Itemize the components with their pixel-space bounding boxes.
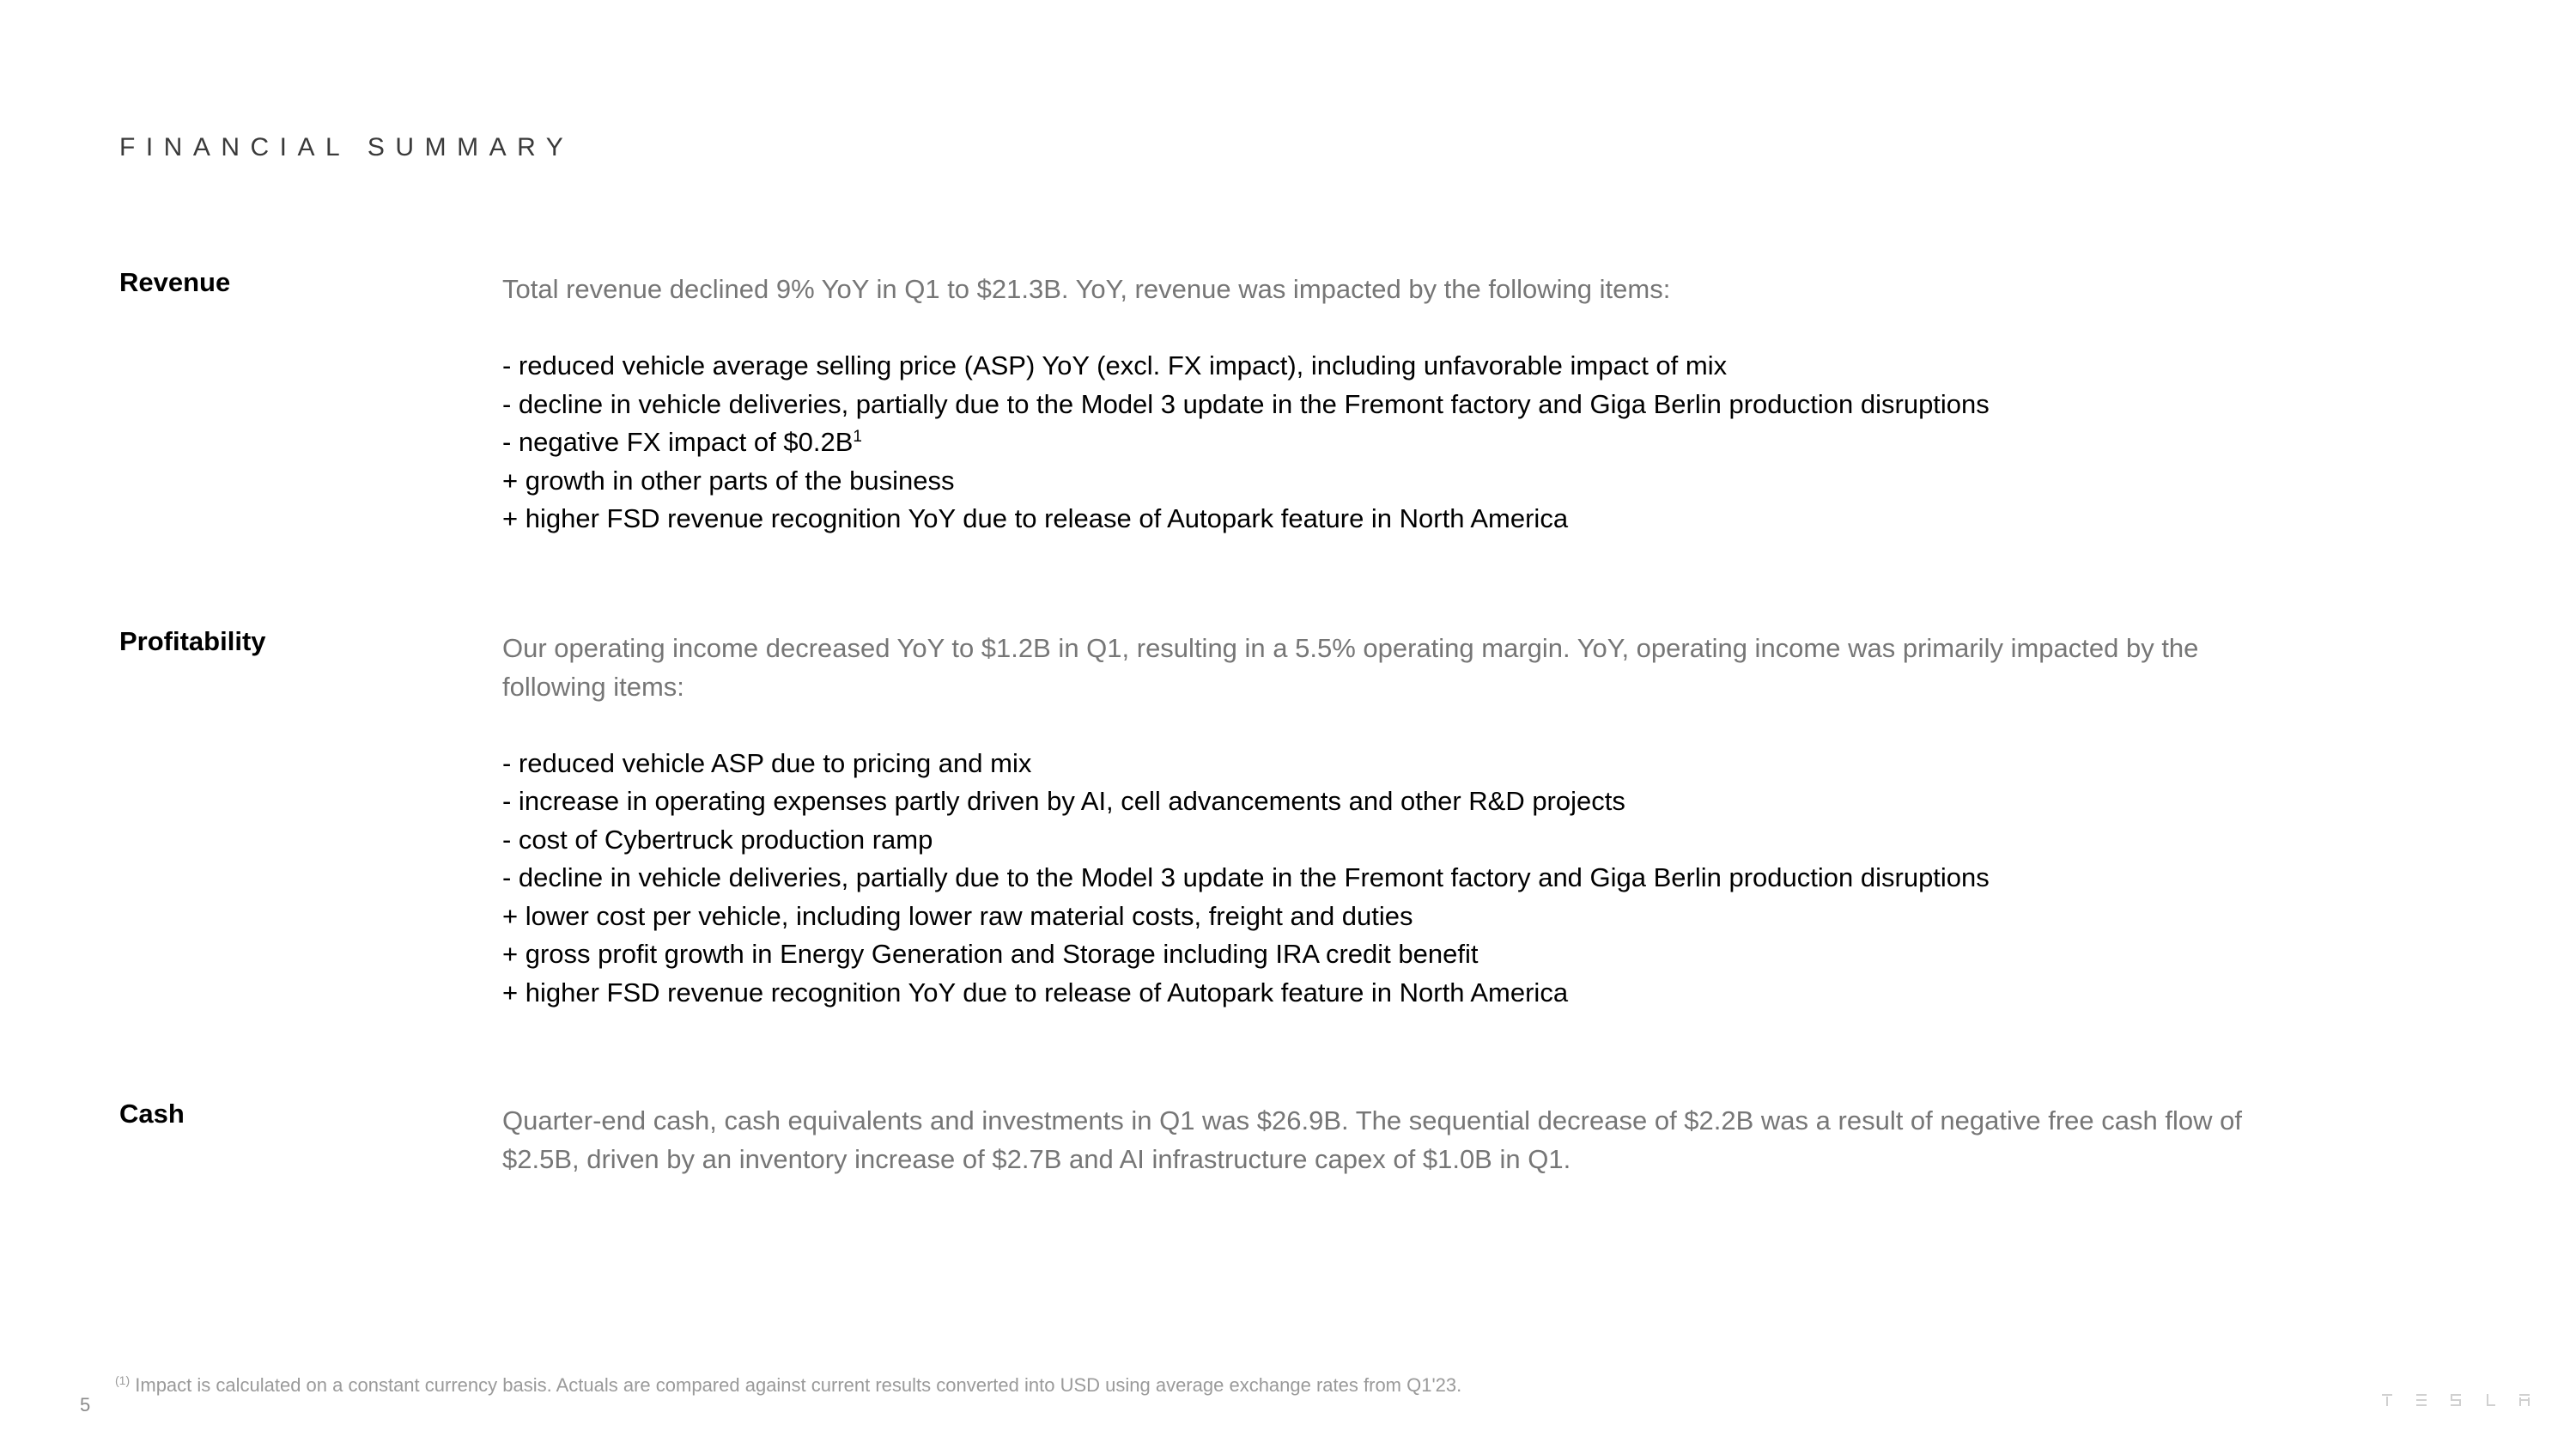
list-item: - reduced vehicle ASP due to pricing and mix [502,747,1032,778]
page-title: FINANCIAL SUMMARY [119,133,574,161]
section-label: Profitability [119,626,266,656]
impact-list [502,745,2288,1013]
section-body [502,271,2288,539]
list-item: + gross profit growth in Energy Generation and Storage including IRA credit benefit [502,939,1479,969]
tesla-logo [2382,1391,2537,1409]
section-intro: Quarter-end cash, cash equivalents and investments in Q1 was $26.9B. The sequential decrease of $2.2B was a result of negative free cash flow of $2.5B, driven by an inventory increase of $2.7B and AI infrastructure capex of $1.0B in Q1. [502,1105,2242,1174]
section-intro: Our operating income decreased YoY to $1.2B in Q1, resulting in a 5.5% operating margin. YoY, operating income was primarily impacted by the following items: [502,633,2199,702]
list-item: - decline in vehicle deliveries, partially due to the Model 3 update in the Fremont factory and Giga Berlin production disruptions [502,862,1990,892]
list-item: - decline in vehicle deliveries, partially due to the Model 3 update in the Fremont factory and Giga Berlin production disruptions [502,388,1990,419]
section-intro: Total revenue declined 9% YoY in Q1 to $21.3B. YoY, revenue was impacted by the following items: [502,274,1671,304]
list-item: + higher FSD revenue recognition YoY due to release of Autopark feature in North America [502,503,1569,533]
footnote-text: Impact is calculated on a constant currency basis. Actuals are compared against current results converted into USD using average exchange rates from Q1'23. [135,1374,1462,1396]
section-body [502,630,2288,1012]
footnote [115,1374,1461,1397]
list-item: + higher FSD revenue recognition YoY due to release of Autopark feature in North America [502,977,1569,1008]
impact-list [502,347,2288,539]
list-item: - cost of Cybertruck production ramp [502,824,933,855]
page-number: 5 [80,1394,91,1416]
list-item: + lower cost per vehicle, including lower raw material costs, freight and duties [502,900,1413,931]
footnote-marker: 1 [853,428,862,446]
section-body [502,1102,2288,1178]
list-item: - negative FX impact of $\$0.2B^1$ [502,427,862,457]
section-label: Cash [119,1099,185,1129]
list-item: + growth in other parts of the business [502,465,955,496]
list-item: - reduced vehicle average selling price (ASP) YoY (excl. FX impact), including unfavorable impact of mix [502,350,1728,381]
footnote-marker: (1) [115,1373,131,1387]
list-item: - increase in operating expenses partly driven by AI, cell advancements and other R&D projects [502,786,1625,816]
section-label: Revenue [119,267,231,297]
